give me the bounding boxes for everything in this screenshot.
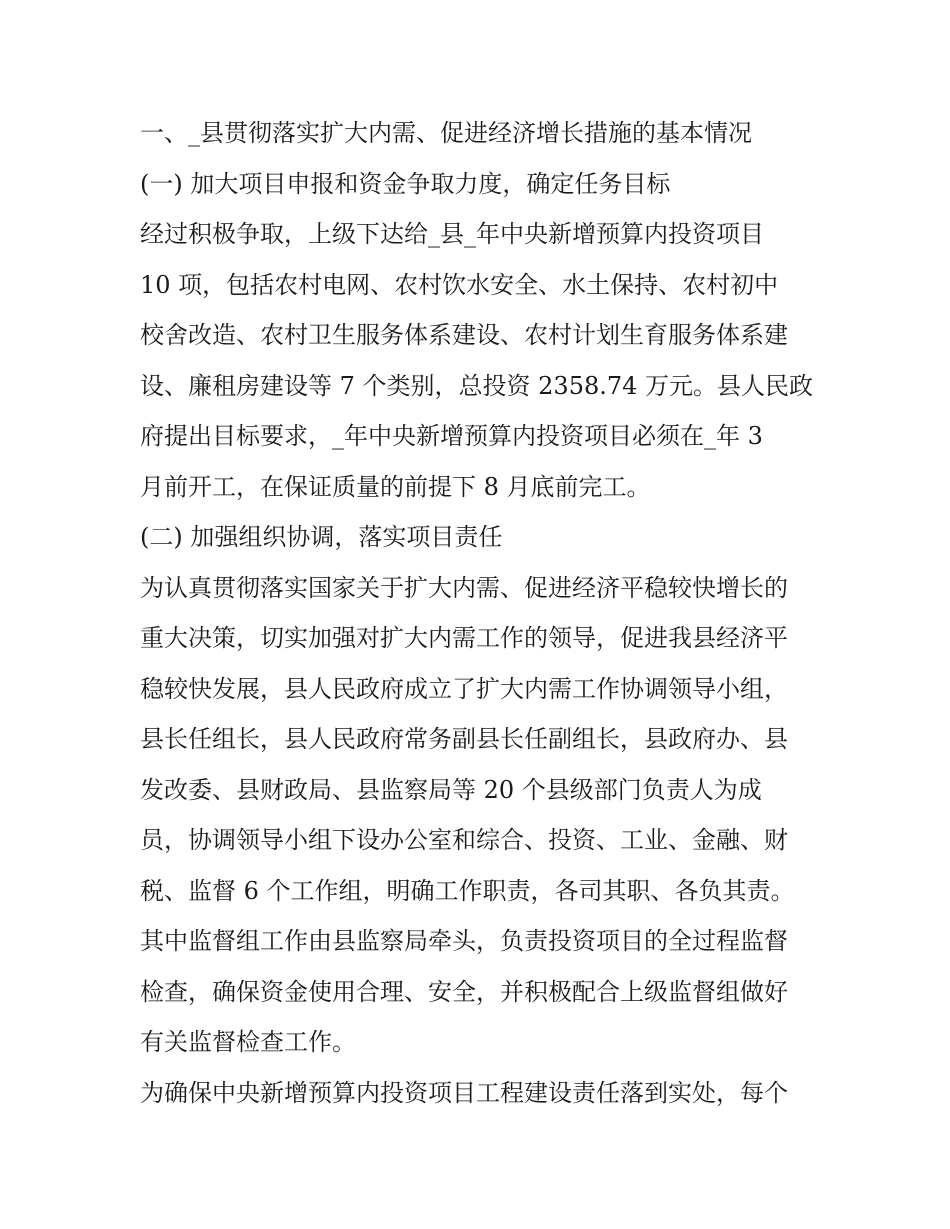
paragraph-line: 设、廉租房建设等 7 个类别，总投资 2358.74 万元。县人民政 bbox=[140, 371, 814, 400]
document-body bbox=[140, 108, 812, 1118]
paragraph-1 bbox=[140, 209, 812, 512]
paragraph-line: 有关监督检查工作。 bbox=[140, 1028, 356, 1056]
paragraph-line: 稳较快发展，县人民政府成立了扩大内需工作协调领导小组， bbox=[140, 674, 788, 703]
subsection-heading-1: (一) 加大项目申报和资金争取力度，确定任务目标 bbox=[140, 169, 671, 198]
paragraph-line: 县长任组长，县人民政府常务副县长任副组长，县政府办、县 bbox=[140, 725, 788, 753]
paragraph-2 bbox=[140, 563, 812, 1068]
paragraph-line: 检查，确保资金使用合理、安全，并积极配合上级监督组做好 bbox=[140, 977, 788, 1006]
paragraph-line: 10 项，包括农村电网、农村饮水安全、水土保持、农村初中 bbox=[140, 270, 779, 299]
paragraph-3 bbox=[140, 1068, 812, 1119]
paragraph-line: 员，协调领导小组下设办公室和综合、投资、工业、金融、财 bbox=[140, 826, 788, 854]
paragraph-line: 发改委、县财政局、县监察局等 20 个县级部门负责人为成 bbox=[140, 775, 762, 804]
paragraph-line: 经过积极争取，上级下达给_县_年中央新增预算内投资项目 bbox=[140, 220, 764, 248]
paragraph-line: 校舍改造、农村卫生服务体系建设、农村计划生育服务体系建 bbox=[140, 321, 788, 349]
subsection-heading-2: (二) 加强组织协调，落实项目责任 bbox=[140, 523, 503, 551]
paragraph-line: 其中监督组工作由县监察局牵头，负责投资项目的全过程监督 bbox=[140, 927, 788, 955]
paragraph-line: 府提出目标要求，_年中央新增预算内投资项目必须在_年 3 bbox=[140, 422, 763, 450]
paragraph-line: 月前开工，在保证质量的前提下 8 月底前完工。 bbox=[140, 472, 651, 501]
paragraph-line: 为认真贯彻落实国家关于扩大内需、促进经济平稳较快增长的 bbox=[140, 573, 788, 602]
section-heading-1: 一、_县贯彻落实扩大内需、促进经济增长措施的基本情况 bbox=[140, 119, 752, 147]
paragraph-line: 为确保中央新增预算内投资项目工程建设责任落到实处，每个 bbox=[140, 1078, 788, 1107]
paragraph-line: 重大决策，切实加强对扩大内需工作的领导，促进我县经济平 bbox=[140, 624, 788, 652]
paragraph-line: 税、监督 6 个工作组，明确工作职责，各司其职、各负其责。 bbox=[140, 876, 795, 905]
